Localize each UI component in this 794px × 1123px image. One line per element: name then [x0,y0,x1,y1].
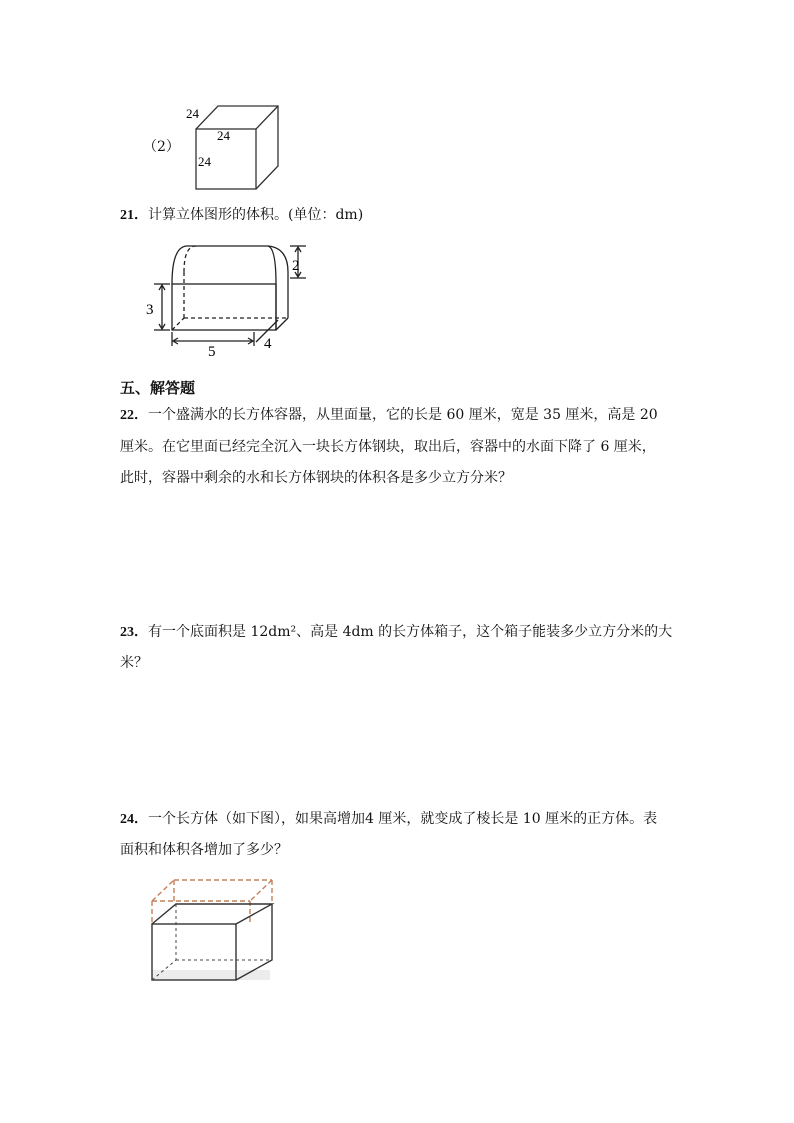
q21-dim-4: 4 [264,336,272,352]
q20-part2-label: （2） [143,139,180,155]
q21-number: 21． [120,208,148,223]
q24-line1 [120,804,657,835]
q22-line1-text: 一个盛满水的长方体容器，从里面量，它的长是 60 厘米，宽是 35 厘米，高是 20 [148,407,658,423]
q21-dim-2: 2 [292,258,300,274]
q24-line2: 面积和体积各增加了多少？ [120,842,288,858]
q23-line2: 米？ [120,655,148,671]
cuboid-extension-figure [146,874,280,986]
q22-line2: 厘米。在它里面已经完全沉入一块长方体钢块，取出后，容器中的水面下降了 6 厘米， [120,439,656,455]
q21-text [120,200,363,231]
q24-line1-text: 一个长方体（如下图），如果高增加4 厘米，就变成了棱长是 10 厘米的正方体。表 [148,811,658,827]
cube-dim-front-top: 24 [217,128,230,143]
q23-number: 23． [120,625,148,640]
cube-dim-top: 24 [186,106,199,121]
q23-line1-text: 有一个底面积是 12dm²、高是 4dm 的长方体箱子，这个箱子能装多少立方分米的大 [148,624,673,640]
q21-dim-5: 5 [208,344,216,358]
q22-line3: 此时，容器中剩余的水和长方体钢块的体积各是多少立方分米？ [120,470,512,486]
q22-line1 [120,400,658,431]
half-cylinder-box-figure [140,238,310,358]
q21-body: 计算立体图形的体积。(单位：dm) [148,207,364,223]
cube-dim-left: 24 [198,154,211,169]
q22-number: 22． [120,408,148,423]
cube-figure [180,98,290,198]
section-5-title: 五、解答题 [120,379,196,397]
q24-number: 24． [120,812,148,827]
q23-line1 [120,617,672,648]
q21-dim-3: 3 [146,302,154,318]
